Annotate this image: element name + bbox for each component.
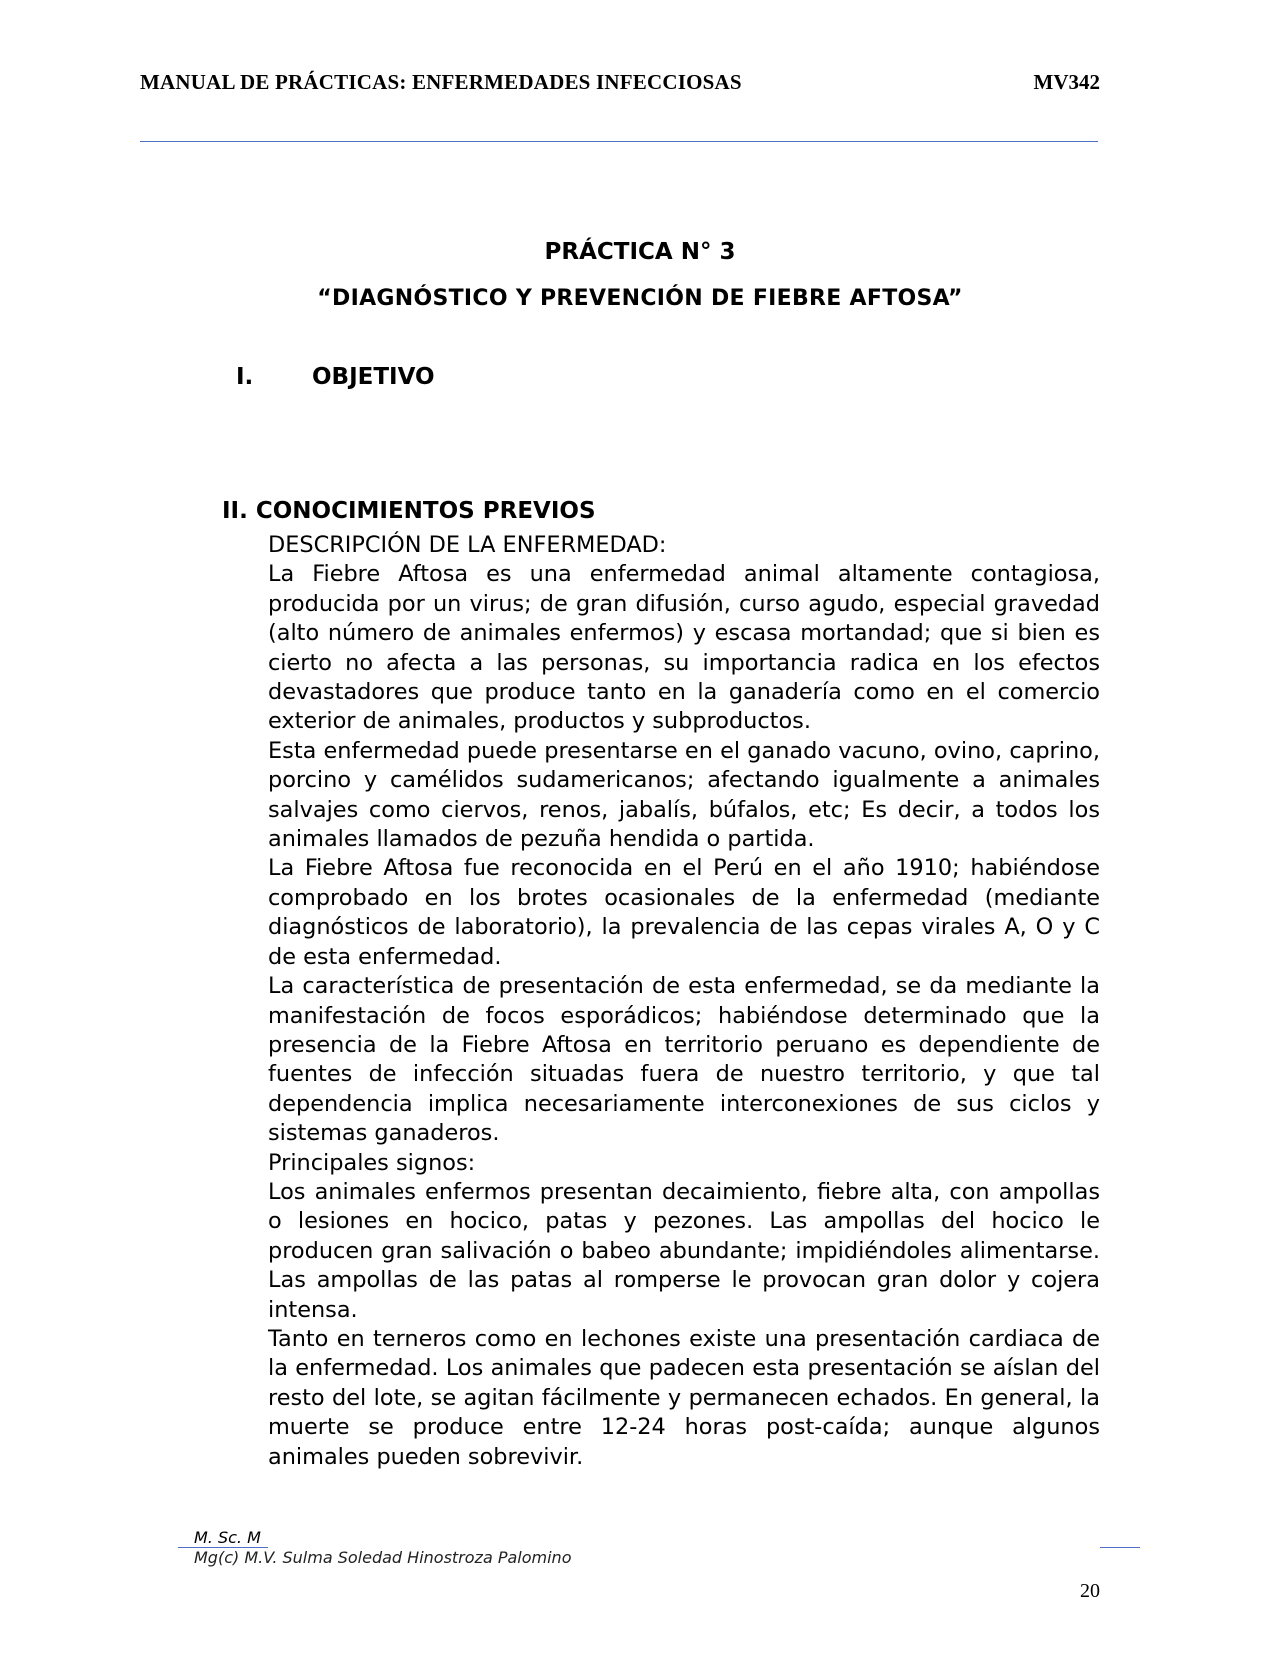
paragraph-affected-species: Esta enfermedad puede presentarse en el ganado vacuno, ovino, caprino, porcino y camélidos sudamericanos; afectando igualmente a animales salvajes como ciervos, renos, jabalís, búfalos, etc; Es decir, a todos los animales llamados de pezuña hendida o partida. xyxy=(268,737,1100,853)
paragraph-presentation: La característica de presentación de esta enfermedad, se da mediante la manifestación de focos esporádicos; habiéndose determinado que la presencia de la Fiebre Aftosa en territorio peruano es dependiente de fuentes de infección situadas fuera de nuestro territorio, y que tal dependencia implica necesariamente interconexiones de sus ciclos y sistemas ganaderos. xyxy=(268,973,1100,1147)
footer-author-line-1: M. Sc. M xyxy=(194,1528,261,1547)
header-divider xyxy=(140,141,1098,142)
paragraph-disease-intro: La Fiebre Aftosa es una enfermedad animal altamente contagiosa, producida por un virus; de gran difusión, curso agudo, especial gravedad (alto número de animales enfermos) y escasa mortandad; que si bien es cierto no afecta a las personas, su importancia radica en los efectos devastadores que produce tanto en la ganadería como en el comercio exterior de animales, productos y subproductos. xyxy=(268,561,1100,735)
section-prior-knowledge-body xyxy=(268,531,1100,1472)
paragraph-cardiac-form: Tanto en terneros como en lechones existe una presentación cardiaca de la enfermedad. Los animales que padecen esta presentación se aíslan del resto del lote, se agitan fácilmente y permanecen echados. En general, la muerte se produce entre 12-24 horas post-caída; aunque algunos animales pueden sobrevivir. xyxy=(268,1325,1100,1470)
footer-divider-right xyxy=(1100,1547,1140,1548)
page-number: 20 xyxy=(1080,1580,1100,1602)
section-objective-numeral: I. xyxy=(236,364,254,390)
footer-author-line-2: Mg(c) M.V. Sulma Soledad Hinostroza Palomino xyxy=(194,1548,572,1567)
header-course-code: MV342 xyxy=(1033,70,1100,94)
paragraph-signs: Los animales enfermos presentan decaimiento, fiebre alta, con ampollas o lesiones en hocico, patas y pezones. Las ampollas del hocico le producen gran salivación o babeo abundante; impidiéndoles alimentarse. Las ampollas de las patas al romperse le provocan gran dolor y cojera intensa. xyxy=(268,1178,1100,1323)
paragraph-peru-history: La Fiebre Aftosa fue reconocida en el Perú en el año 1910; habiéndose comprobado en los brotes ocasionales de la enfermedad (mediante diagnósticos de laboratorio), la prevalencia de las cepas virales A, O y C de esta enfermedad. xyxy=(268,855,1100,970)
subheading-main-signs: Principales signos: xyxy=(268,1149,476,1176)
subheading-disease-description: DESCRIPCIÓN DE LA ENFERMEDAD: xyxy=(268,532,667,558)
practice-title: “DIAGNÓSTICO Y PREVENCIÓN DE FIEBRE AFTOSA” xyxy=(317,286,963,311)
header-title: MANUAL DE PRÁCTICAS: ENFERMEDADES INFECCIOSAS xyxy=(140,70,742,94)
section-prior-knowledge-title: II. CONOCIMIENTOS PREVIOS xyxy=(222,498,596,524)
section-objective-title: OBJETIVO xyxy=(312,364,435,390)
practice-number: PRÁCTICA N° 3 xyxy=(544,239,736,265)
